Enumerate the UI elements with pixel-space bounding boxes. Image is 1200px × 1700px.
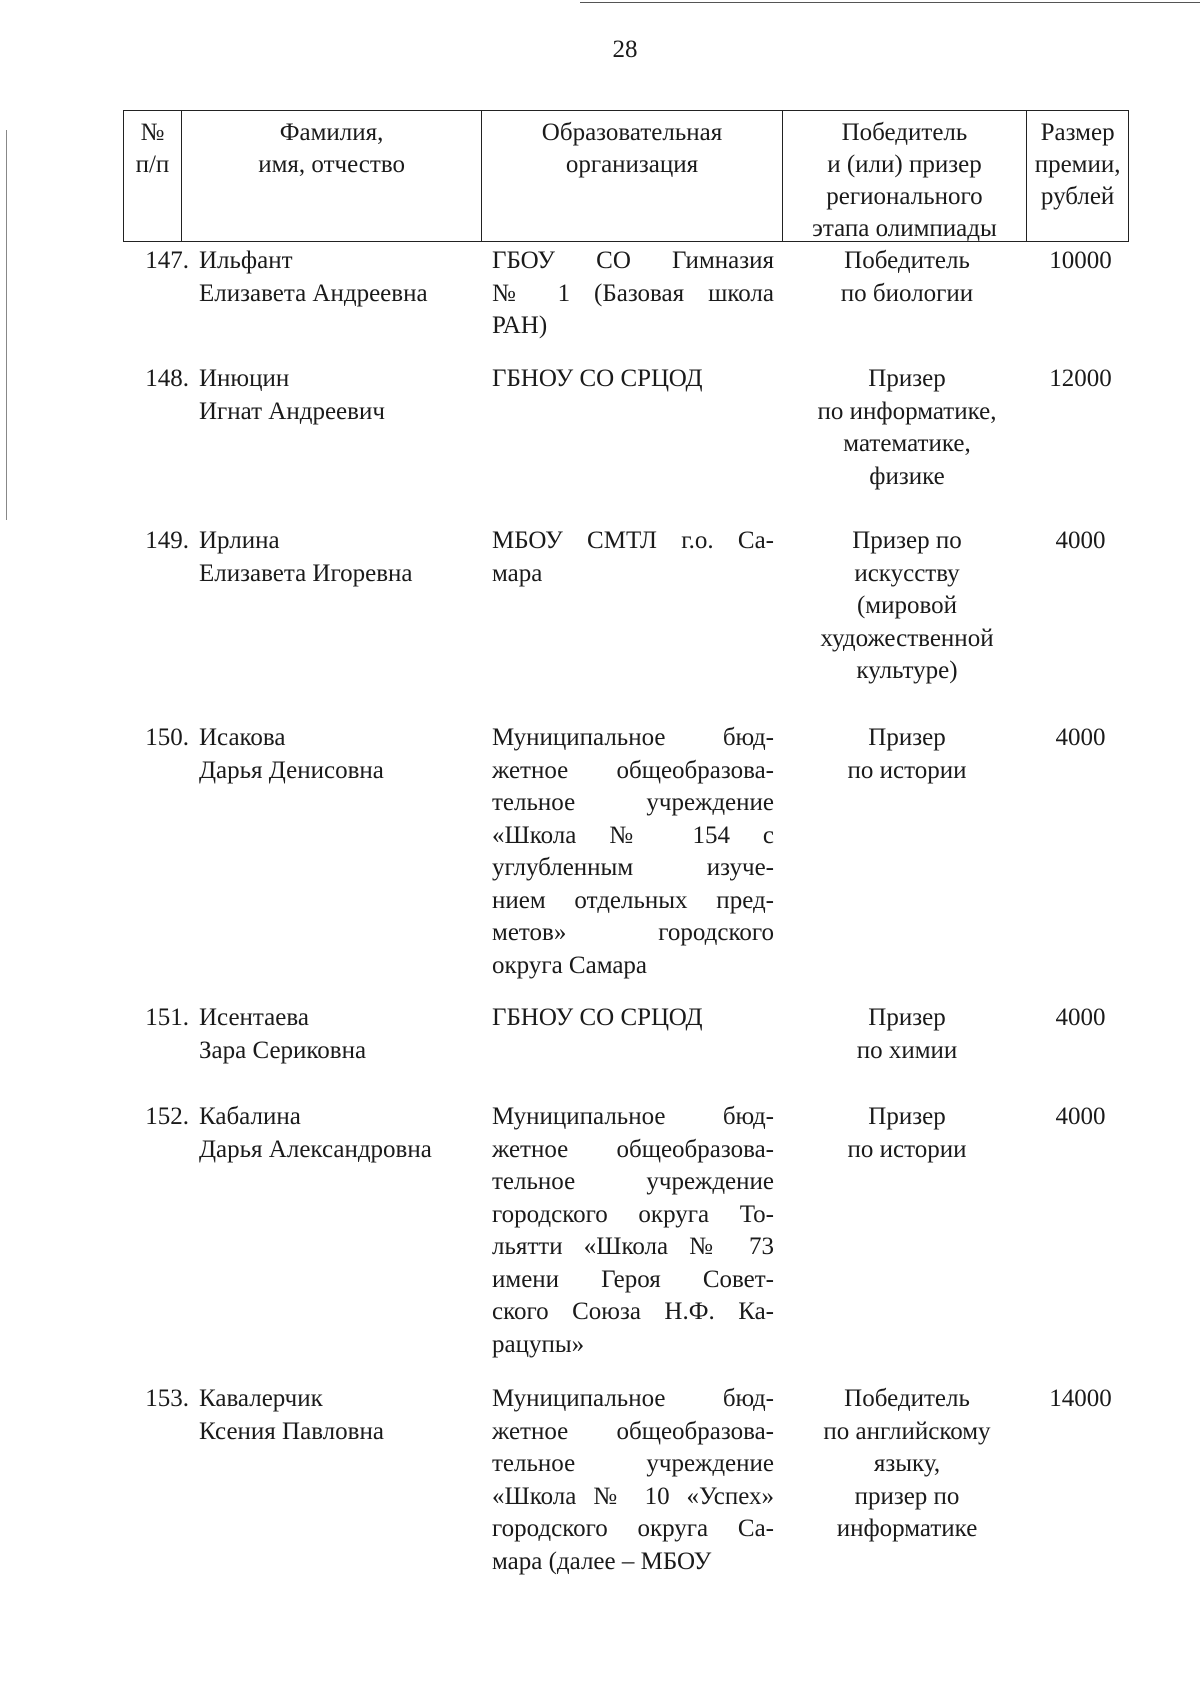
prize-amount: 10000 <box>1049 247 1112 274</box>
organization-line: жетное общеобразова- <box>492 756 774 784</box>
page-number: 28 <box>612 36 638 63</box>
organization-line: Муниципальное бюд- <box>492 1385 774 1412</box>
row-number: 147. <box>145 247 189 274</box>
top-border-line <box>580 2 1200 3</box>
row-number: 151. <box>145 1004 189 1031</box>
organization-line: нием отдельных пред- <box>492 886 774 914</box>
table-row <box>123 525 1129 688</box>
organization-line: МБОУ СМТЛ г.о. Са- <box>492 527 774 554</box>
olympiad-result: Призер по химии <box>856 1004 958 1064</box>
organization-line: жетное общеобразова- <box>492 1417 774 1445</box>
participant-name: Ирлина Елизавета Игоревна <box>199 527 413 587</box>
row-number: 152. <box>145 1103 189 1130</box>
organization-line: ГБНОУ СО СРЦОД <box>492 365 703 392</box>
header-org: Образовательная организация <box>482 111 782 241</box>
organization-line: имени Героя Совет- <box>492 1265 774 1293</box>
organization-name <box>490 1383 782 1578</box>
table-row <box>123 363 1129 493</box>
participant-name: Ильфант Елизавета Андреевна <box>199 247 428 307</box>
row-number: 153. <box>145 1385 189 1412</box>
olympiad-result: Призер по истории <box>847 724 967 784</box>
organization-line: городского округа Са- <box>492 1515 774 1542</box>
prize-amount: 12000 <box>1049 365 1112 392</box>
table-header <box>123 110 1129 242</box>
organization-line: льятти «Школа № 73 <box>492 1233 774 1260</box>
organization-name <box>490 525 782 688</box>
organization-name <box>490 363 782 493</box>
organization-name <box>490 1101 782 1361</box>
prize-amount: 4000 <box>1055 1004 1106 1031</box>
olympiad-result: Призер по искусству (мировой художественной культуре) <box>820 527 994 684</box>
organization-name <box>490 722 782 982</box>
organization-line: ГБНОУ СО СРЦОД <box>492 1004 703 1031</box>
header-name: Фамилия, имя, отчество <box>182 111 482 241</box>
header-prize: Размер премии, рублей <box>1034 119 1121 210</box>
olympiad-result: Призер по истории <box>847 1103 967 1163</box>
row-number: 148. <box>145 365 189 392</box>
organization-line: Муниципальное бюд- <box>492 1103 774 1130</box>
olympiad-result: Победитель по английскому языку, призер по информатике <box>823 1385 991 1542</box>
organization-line: мара (далее – МБОУ <box>492 1547 712 1575</box>
organization-line: ского Союза Н.Ф. Ка- <box>492 1298 774 1325</box>
table-row <box>123 245 1129 343</box>
organization-line: Муниципальное бюд- <box>492 724 774 751</box>
row-number: 150. <box>145 724 189 751</box>
organization-line: № 1 (Базовая школа <box>492 279 774 307</box>
participant-name: Исакова Дарья Денисовна <box>199 724 384 784</box>
organization-line: тельное учреждение <box>492 1450 774 1477</box>
organization-line: «Школа № 10 «Успех» <box>492 1482 774 1510</box>
table-row <box>123 722 1129 982</box>
organization-line: тельное учреждение <box>492 789 774 816</box>
prize-amount: 4000 <box>1055 527 1106 554</box>
organization-line: ГБОУ СО Гимназия <box>492 247 774 274</box>
organization-name <box>490 245 782 343</box>
header-result: Победитель и (или) призер регионального этапа олимпиады <box>783 111 1028 241</box>
participant-name: Кавалерчик Ксения Павловна <box>199 1385 384 1445</box>
organization-line: городского округа То- <box>492 1200 774 1228</box>
organization-line: РАН) <box>492 312 548 339</box>
organization-line: метов» городского <box>492 919 774 946</box>
row-number: 149. <box>145 527 189 554</box>
organization-line: углубленным изуче- <box>492 854 774 881</box>
organization-line: округа Самара <box>492 951 648 979</box>
prize-amount: 14000 <box>1049 1385 1112 1412</box>
organization-line: жетное общеобразова- <box>492 1135 774 1163</box>
organization-line: тельное учреждение <box>492 1168 774 1195</box>
prize-amount: 4000 <box>1055 1103 1106 1130</box>
left-border-line <box>6 130 7 520</box>
participant-name: Инюцин Игнат Андреевич <box>199 365 385 425</box>
organization-name <box>490 1002 782 1067</box>
organization-line: рацупы» <box>492 1330 585 1358</box>
olympiad-result: Победитель по биологии <box>840 247 974 307</box>
header-num: № п/п <box>124 111 182 241</box>
table-row <box>123 1101 1129 1361</box>
table-row <box>123 1383 1129 1578</box>
participant-name: Исентаева Зара Сериковна <box>199 1004 367 1064</box>
prize-amount: 4000 <box>1055 724 1106 751</box>
organization-line: «Школа № 154 с <box>492 821 774 849</box>
table-row <box>123 1002 1129 1067</box>
olympiad-result: Призер по информатике, математике, физике <box>817 365 997 490</box>
organization-line: мара <box>492 559 543 587</box>
participant-name: Кабалина Дарья Александровна <box>199 1103 432 1163</box>
